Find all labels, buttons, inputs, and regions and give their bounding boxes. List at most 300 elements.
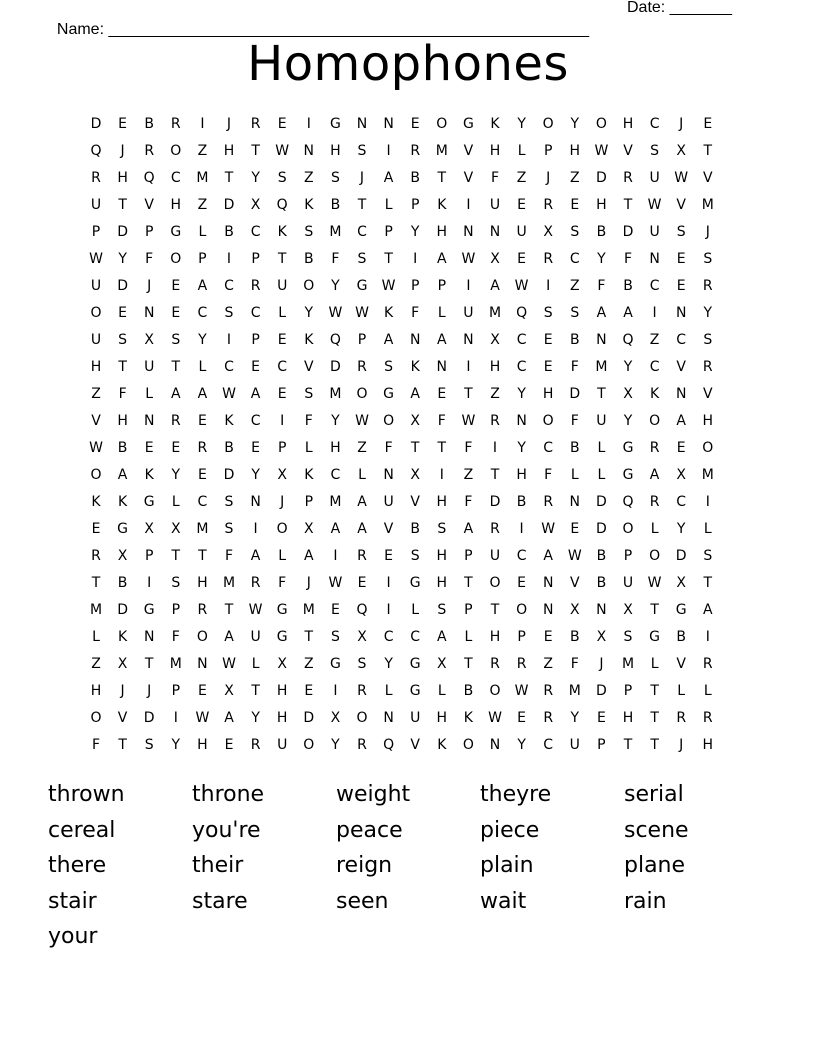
grid-letter: J bbox=[359, 170, 365, 186]
grid-letter: L bbox=[597, 467, 606, 483]
grid-letter: W bbox=[222, 386, 236, 402]
grid-letter: O bbox=[170, 143, 182, 159]
grid-letter: A bbox=[383, 332, 394, 348]
grid-letter: Q bbox=[622, 494, 634, 510]
grid-letter: X bbox=[490, 332, 500, 348]
grid-letter: E bbox=[703, 116, 713, 132]
grid-letter: X bbox=[570, 602, 580, 618]
word-bank-word: their bbox=[192, 853, 244, 878]
grid-letter: W bbox=[514, 683, 529, 699]
grid-letter: M bbox=[196, 170, 209, 186]
grid-letter: F bbox=[464, 440, 473, 456]
grid-letter: S bbox=[410, 548, 420, 564]
grid-letter: X bbox=[357, 629, 367, 645]
grid-letter: E bbox=[410, 116, 420, 132]
grid-letter: H bbox=[276, 683, 288, 699]
grid-letter: F bbox=[544, 467, 553, 483]
grid-letter: I bbox=[333, 548, 338, 564]
grid-letter: F bbox=[570, 359, 579, 375]
grid-letter: C bbox=[516, 359, 527, 375]
grid-letter: V bbox=[676, 656, 686, 672]
grid-letter: O bbox=[649, 413, 661, 429]
grid-letter: H bbox=[170, 197, 182, 213]
grid-letter: P bbox=[251, 251, 260, 267]
grid-letter: N bbox=[383, 710, 394, 726]
grid-letter: R bbox=[197, 602, 208, 618]
grid-letter: U bbox=[90, 278, 102, 294]
grid-letter: V bbox=[410, 737, 420, 753]
grid-letter: O bbox=[489, 683, 501, 699]
grid-letter: O bbox=[303, 278, 315, 294]
grid-letter: L bbox=[650, 656, 659, 672]
grid-letter: W bbox=[541, 521, 556, 537]
grid-letter: O bbox=[595, 116, 607, 132]
grid-letter: R bbox=[197, 440, 208, 456]
grid-letter: N bbox=[542, 575, 554, 591]
grid-letter: S bbox=[437, 602, 447, 618]
grid-letter: D bbox=[675, 548, 687, 564]
grid-letter: R bbox=[250, 278, 261, 294]
grid-letter: I bbox=[386, 575, 391, 591]
grid-letter: P bbox=[198, 251, 207, 267]
grid-letter: H bbox=[489, 359, 501, 375]
grid-letter: E bbox=[118, 305, 128, 321]
grid-letter: Y bbox=[384, 656, 393, 672]
grid-letter: F bbox=[145, 251, 154, 267]
grid-letter: L bbox=[145, 386, 154, 402]
grid-letter: Z bbox=[516, 170, 527, 186]
grid-letter: X bbox=[410, 467, 420, 483]
grid-letter: N bbox=[489, 224, 501, 240]
grid-letter: G bbox=[409, 656, 421, 672]
grid-row bbox=[84, 466, 732, 493]
grid-letter: S bbox=[623, 629, 633, 645]
grid-letter: T bbox=[437, 440, 447, 456]
grid-letter: D bbox=[223, 467, 235, 483]
grid-row bbox=[84, 115, 732, 142]
grid-letter: W bbox=[195, 710, 210, 726]
grid-letter: N bbox=[675, 305, 687, 321]
grid-letter: K bbox=[277, 224, 287, 240]
word-bank-word: scene bbox=[624, 817, 689, 843]
grid-letter: Y bbox=[251, 467, 260, 483]
grid-letter: G bbox=[462, 116, 474, 132]
grid-letter: I bbox=[386, 602, 391, 618]
word-bank-word: piece bbox=[480, 817, 540, 843]
grid-letter: R bbox=[516, 656, 527, 672]
word-bank-word: cereal bbox=[48, 817, 116, 843]
grid-letter: Y bbox=[517, 116, 526, 132]
grid-letter: I bbox=[705, 494, 710, 510]
grid-letter: R bbox=[543, 683, 554, 699]
grid-letter: B bbox=[623, 278, 633, 294]
grid-letter: I bbox=[466, 197, 471, 213]
grid-letter: I bbox=[519, 521, 524, 537]
grid-letter: N bbox=[250, 494, 261, 510]
grid-letter: Y bbox=[517, 440, 526, 456]
grid-letter: P bbox=[464, 548, 473, 564]
grid-letter: E bbox=[676, 440, 686, 456]
grid-letter: R bbox=[543, 494, 554, 510]
grid-letter: F bbox=[597, 278, 606, 294]
grid-letter: T bbox=[650, 602, 659, 618]
grid-letter: R bbox=[490, 656, 500, 672]
grid-row bbox=[84, 331, 732, 358]
grid-letter: E bbox=[144, 440, 154, 456]
grid-letter: V bbox=[463, 170, 474, 186]
grid-letter: S bbox=[330, 629, 340, 645]
grid-letter: S bbox=[676, 224, 686, 240]
grid-letter: C bbox=[516, 332, 527, 348]
grid-letter: S bbox=[703, 332, 713, 348]
grid-letter: X bbox=[410, 413, 420, 429]
grid-letter: N bbox=[356, 116, 368, 132]
grid-letter: B bbox=[596, 548, 607, 564]
grid-letter: U bbox=[489, 548, 501, 564]
grid-letter: T bbox=[464, 656, 473, 672]
grid-letter: B bbox=[117, 440, 128, 456]
grid-letter: J bbox=[679, 116, 684, 132]
grid-letter: C bbox=[543, 440, 554, 456]
grid-letter: X bbox=[676, 143, 686, 159]
grid-letter: P bbox=[410, 278, 420, 294]
grid-letter: A bbox=[224, 710, 234, 726]
grid-letter: E bbox=[517, 710, 527, 726]
grid-letter: I bbox=[253, 521, 258, 537]
grid-letter: H bbox=[489, 629, 501, 645]
grid-letter: P bbox=[543, 143, 553, 159]
grid-letter: T bbox=[118, 197, 127, 213]
grid-letter: C bbox=[410, 629, 421, 645]
grid-letter: R bbox=[490, 521, 500, 537]
grid-letter: Y bbox=[410, 224, 420, 240]
grid-letter: O bbox=[90, 305, 102, 321]
grid-letter: E bbox=[676, 251, 686, 267]
grid-letter: B bbox=[410, 170, 420, 186]
grid-letter: Y bbox=[251, 710, 260, 726]
grid-letter: U bbox=[596, 413, 607, 429]
grid-letter: Q bbox=[329, 332, 341, 348]
grid-letter: E bbox=[251, 359, 261, 375]
grid-letter: V bbox=[570, 575, 580, 591]
grid-letter: L bbox=[650, 521, 659, 537]
grid-letter: U bbox=[90, 332, 102, 348]
grid-letter: Q bbox=[143, 170, 155, 186]
grid-letter: W bbox=[89, 251, 103, 267]
grid-letter: X bbox=[117, 656, 128, 672]
grid-letter: T bbox=[597, 386, 606, 402]
grid-letter: W bbox=[89, 440, 103, 456]
grid-letter: S bbox=[437, 521, 447, 537]
grid-row bbox=[84, 574, 732, 601]
grid-letter: G bbox=[276, 629, 288, 645]
grid-letter: H bbox=[117, 170, 128, 186]
grid-letter: L bbox=[464, 629, 473, 645]
word-bank-word: rain bbox=[624, 888, 667, 914]
grid-letter: A bbox=[250, 548, 261, 564]
grid-row bbox=[84, 385, 732, 412]
grid-letter: I bbox=[226, 332, 232, 348]
grid-letter: L bbox=[198, 224, 207, 240]
grid-row bbox=[84, 682, 732, 709]
grid-letter: V bbox=[383, 521, 394, 537]
grid-letter: L bbox=[92, 629, 100, 645]
grid-letter: O bbox=[516, 602, 528, 618]
grid-letter: L bbox=[304, 440, 313, 456]
grid-letter: T bbox=[464, 386, 473, 402]
grid-letter: H bbox=[276, 710, 288, 726]
grid-letter: W bbox=[381, 278, 396, 294]
grid-letter: H bbox=[622, 710, 634, 726]
grid-letter: D bbox=[143, 710, 155, 726]
grid-letter: K bbox=[91, 494, 101, 510]
grid-letter: I bbox=[173, 710, 178, 726]
grid-letter: M bbox=[435, 143, 448, 159]
grid-letter: U bbox=[277, 737, 288, 753]
word-bank-word: you're bbox=[192, 817, 261, 843]
grid-letter: X bbox=[676, 575, 686, 591]
grid-letter: H bbox=[330, 440, 341, 456]
grid-letter: I bbox=[652, 305, 657, 321]
grid-letter: A bbox=[197, 386, 208, 402]
grid-letter: A bbox=[437, 629, 447, 645]
grid-letter: Z bbox=[91, 386, 101, 402]
grid-letter: U bbox=[622, 575, 634, 591]
grid-letter: G bbox=[622, 467, 634, 483]
grid-letter: B bbox=[224, 224, 234, 240]
grid-letter: P bbox=[144, 548, 154, 564]
grid-letter: A bbox=[703, 602, 713, 618]
grid-letter: I bbox=[200, 116, 205, 132]
grid-letter: L bbox=[517, 143, 526, 159]
grid-letter: L bbox=[437, 305, 446, 321]
grid-letter: W bbox=[328, 575, 343, 591]
grid-letter: C bbox=[649, 116, 660, 132]
grid-letter: I bbox=[386, 143, 391, 159]
grid-letter: G bbox=[170, 224, 182, 240]
grid-letter: U bbox=[463, 305, 474, 321]
grid-letter: O bbox=[622, 521, 634, 537]
grid-letter: C bbox=[250, 305, 261, 321]
grid-letter: S bbox=[224, 494, 234, 510]
grid-letter: O bbox=[702, 440, 714, 456]
grid-letter: D bbox=[117, 224, 128, 240]
grid-letter: D bbox=[303, 710, 315, 726]
grid-letter: R bbox=[357, 359, 367, 375]
grid-letter: W bbox=[355, 305, 369, 321]
grid-letter: E bbox=[277, 116, 287, 132]
grid-letter: T bbox=[171, 359, 181, 375]
grid-letter: H bbox=[542, 386, 554, 402]
grid-letter: G bbox=[409, 683, 421, 699]
grid-letter: N bbox=[383, 116, 394, 132]
word-bank-word: your bbox=[48, 924, 98, 949]
grid-letter: P bbox=[171, 683, 181, 699]
grid-letter: Z bbox=[197, 143, 208, 159]
grid-letter: X bbox=[596, 629, 607, 645]
grid-letter: V bbox=[144, 197, 154, 213]
grid-letter: W bbox=[355, 413, 369, 429]
grid-letter: D bbox=[330, 359, 341, 375]
grid-letter: H bbox=[90, 683, 102, 699]
grid-letter: B bbox=[596, 224, 607, 240]
grid-letter: R bbox=[702, 278, 713, 294]
grid-letter: N bbox=[675, 386, 687, 402]
grid-letter: P bbox=[437, 278, 447, 294]
grid-letter: Y bbox=[570, 710, 580, 726]
grid-letter: P bbox=[357, 332, 367, 348]
grid-letter: A bbox=[596, 305, 607, 321]
grid-letter: Y bbox=[597, 251, 606, 267]
grid-letter: K bbox=[224, 413, 234, 429]
grid-row bbox=[84, 736, 732, 763]
grid-letter: E bbox=[171, 278, 181, 294]
grid-letter: D bbox=[596, 521, 607, 537]
grid-letter: S bbox=[171, 332, 181, 348]
grid-letter: N bbox=[436, 359, 448, 375]
grid-letter: B bbox=[596, 575, 607, 591]
grid-row bbox=[84, 196, 732, 223]
grid-letter: W bbox=[647, 575, 662, 591]
grid-letter: B bbox=[303, 251, 314, 267]
grid-letter: Q bbox=[90, 143, 102, 159]
grid-letter: T bbox=[437, 170, 447, 186]
grid-letter: T bbox=[277, 251, 287, 267]
grid-row bbox=[84, 601, 732, 628]
grid-letter: L bbox=[703, 683, 712, 699]
grid-letter: C bbox=[357, 224, 367, 240]
grid-letter: T bbox=[118, 359, 127, 375]
grid-letter: Y bbox=[118, 251, 127, 267]
grid-letter: S bbox=[570, 224, 580, 240]
grid-letter: R bbox=[91, 548, 101, 564]
grid-letter: C bbox=[197, 494, 208, 510]
grid-letter: E bbox=[517, 575, 527, 591]
grid-letter: K bbox=[437, 737, 447, 753]
grid-letter: V bbox=[676, 359, 686, 375]
grid-letter: G bbox=[356, 278, 368, 294]
grid-letter: H bbox=[436, 548, 448, 564]
grid-letter: S bbox=[570, 305, 580, 321]
grid-letter: C bbox=[649, 359, 660, 375]
grid-letter: U bbox=[90, 197, 102, 213]
grid-letter: N bbox=[303, 143, 315, 159]
grid-letter: K bbox=[410, 359, 420, 375]
grid-letter: N bbox=[516, 413, 527, 429]
grid-letter: C bbox=[277, 359, 288, 375]
grid-letter: J bbox=[306, 575, 311, 591]
grid-letter: R bbox=[250, 737, 261, 753]
word-bank-word: stair bbox=[48, 888, 97, 914]
grid-letter: G bbox=[329, 656, 341, 672]
grid-letter: T bbox=[623, 197, 633, 213]
grid-letter: X bbox=[277, 467, 287, 483]
grid-letter: Y bbox=[171, 737, 181, 753]
grid-letter: X bbox=[330, 710, 341, 726]
grid-letter: W bbox=[461, 251, 476, 267]
grid-letter: N bbox=[596, 332, 607, 348]
grid-letter: X bbox=[144, 332, 154, 348]
grid-letter: A bbox=[623, 305, 633, 321]
grid-letter: N bbox=[143, 629, 155, 645]
grid-letter: A bbox=[357, 521, 367, 537]
grid-letter: S bbox=[357, 143, 367, 159]
grid-letter: U bbox=[277, 278, 288, 294]
grid-letter: A bbox=[437, 332, 447, 348]
grid-letter: S bbox=[650, 143, 660, 159]
grid-letter: Z bbox=[490, 386, 500, 402]
grid-row bbox=[84, 655, 732, 682]
grid-letter: K bbox=[490, 116, 500, 132]
grid-row bbox=[84, 358, 732, 385]
grid-letter: X bbox=[676, 467, 686, 483]
grid-letter: J bbox=[679, 737, 684, 753]
grid-letter: S bbox=[171, 575, 181, 591]
grid-letter: E bbox=[304, 683, 314, 699]
grid-letter: C bbox=[543, 737, 554, 753]
grid-letter: O bbox=[303, 737, 315, 753]
grid-letter: W bbox=[647, 197, 662, 213]
grid-letter: D bbox=[596, 494, 607, 510]
grid-letter: L bbox=[251, 656, 260, 672]
grid-letter: A bbox=[171, 386, 181, 402]
grid-letter: H bbox=[436, 224, 448, 240]
grid-letter: I bbox=[546, 278, 551, 294]
grid-letter: I bbox=[147, 575, 152, 591]
grid-letter: J bbox=[120, 683, 125, 699]
grid-letter: D bbox=[223, 197, 235, 213]
grid-letter: A bbox=[649, 467, 660, 483]
grid-letter: C bbox=[383, 629, 394, 645]
grid-letter: Z bbox=[570, 170, 580, 186]
grid-letter: R bbox=[170, 116, 181, 132]
grid-letter: V bbox=[676, 197, 686, 213]
grid-letter: R bbox=[676, 710, 687, 726]
grid-letter: O bbox=[170, 251, 182, 267]
grid-letter: P bbox=[171, 602, 181, 618]
grid-letter: O bbox=[542, 116, 554, 132]
grid-letter: S bbox=[703, 548, 713, 564]
grid-letter: I bbox=[306, 116, 311, 132]
grid-letter: R bbox=[490, 413, 500, 429]
grid-letter: U bbox=[250, 629, 261, 645]
grid-letter: X bbox=[144, 521, 154, 537]
grid-letter: J bbox=[280, 494, 285, 510]
grid-letter: R bbox=[649, 440, 660, 456]
grid-letter: H bbox=[596, 197, 607, 213]
grid-letter: I bbox=[226, 251, 232, 267]
grid-letter: H bbox=[516, 467, 527, 483]
grid-letter: U bbox=[649, 170, 660, 186]
grid-letter: W bbox=[275, 143, 290, 159]
page-title: Homophones bbox=[247, 36, 569, 92]
grid-letter: K bbox=[144, 467, 154, 483]
grid-letter: C bbox=[676, 494, 687, 510]
grid-letter: V bbox=[117, 710, 128, 726]
grid-letter: H bbox=[489, 143, 501, 159]
grid-letter: W bbox=[674, 170, 689, 186]
grid-letter: S bbox=[277, 170, 287, 186]
grid-letter: X bbox=[250, 197, 261, 213]
grid-letter: B bbox=[569, 440, 580, 456]
grid-letter: A bbox=[410, 386, 420, 402]
grid-letter: Q bbox=[276, 197, 288, 213]
date-field-label: Date: _______ bbox=[627, 0, 732, 16]
grid-letter: X bbox=[224, 683, 234, 699]
grid-letter: E bbox=[517, 251, 527, 267]
grid-letter: J bbox=[599, 656, 604, 672]
grid-letter: D bbox=[569, 386, 581, 402]
